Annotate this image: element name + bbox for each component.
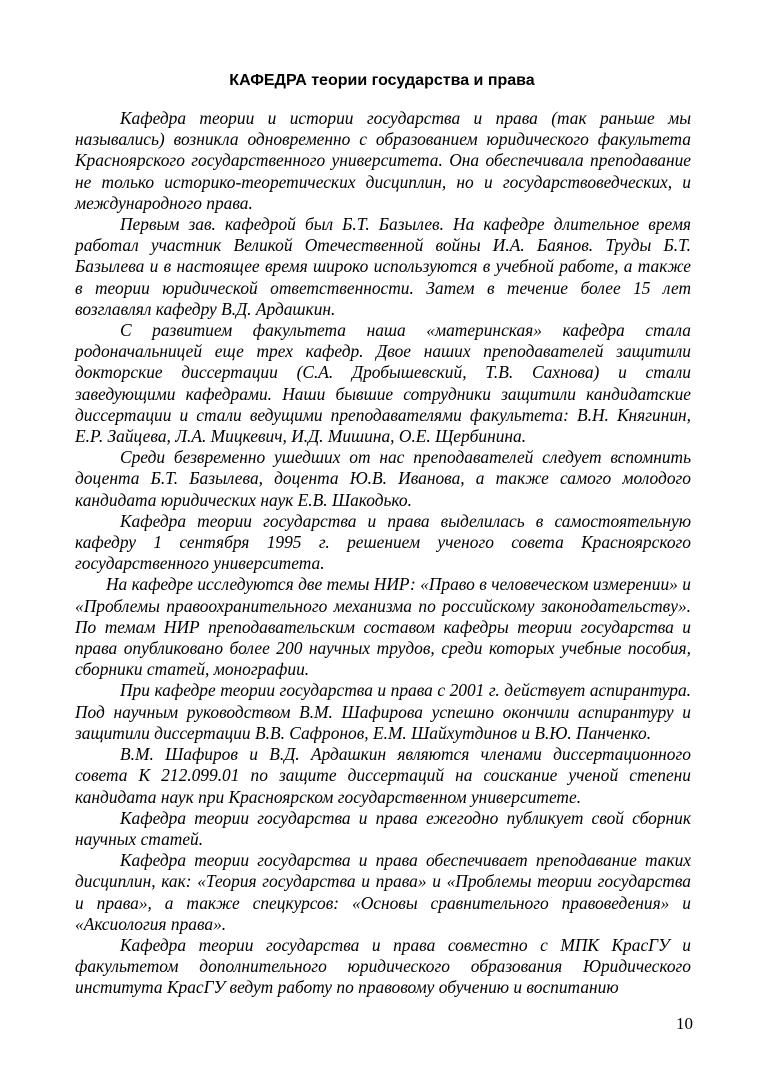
body-text bbox=[75, 108, 691, 999]
paragraph: Кафедра теории государства и права выделилась в самостоятельную кафедру 1 сентября 1995 г. решением ученого совета Красноярского государственного университета. bbox=[75, 510, 691, 574]
paragraph: Среди безвременно ушедших от нас преподавателей следует вспомнить доцента Б.Т. Базылева, доцента Ю.В. Иванова, а также самого молодого кандидата юридических наук Е.В. Шакодько. bbox=[75, 447, 691, 510]
page-number: 10 bbox=[676, 1014, 693, 1033]
paragraph: При кафедре теории государства и права с 2001 г. действует аспирантура. Под научным руководством В.М. Шафирова успешно окончили аспирантуру и защитили диссертации В.В. Сафронов, Е.М. Шайхутдинов и В.Ю. Панченко. bbox=[75, 680, 691, 743]
paragraph: Первым зав. кафедрой был Б.Т. Базылев. На кафедре длительное время работал участник Великой Отечественной войны И.А. Баянов. Труды Б.Т. Базылева и в настоящее время широко используются в учебной работе, а также в теории юридической ответственности. Затем в течение более 15 лет возглавлял кафедру В.Д. Ардашкин. bbox=[75, 214, 691, 319]
paragraph: На кафедре исследуются две темы НИР: «Право в человеческом измерении» и «Проблемы правоохранительного механизма по российскому законодательству». По темам НИР преподавательским составом кафедры теории государства и права опубликовано более 200 научных трудов, среди которых учебные пособия, сборники статей, монографии. bbox=[75, 574, 691, 680]
paragraph: С развитием факультета наша «материнская» кафедра стала родоначальницей еще трех кафедр. Двое наших преподавателей защитили докторские диссертации (С.А. Дробышевский, Т.В. Сахнова) и стали заведующими кафедрами. Наши бывшие сотрудники защитили кандидатские диссертации и стали ведущими преподавателями факультета: В.Н. Княгинин, Е.Р. Зайцева, Л.А. Мицкевич, И.Д. Мишина, О.Е. Щербинина. bbox=[75, 320, 691, 447]
page-heading: КАФЕДРА теории государства и права bbox=[229, 72, 535, 89]
paragraph: Кафедра теории и истории государства и права (так раньше мы назывались) возникла одновременно с образованием юридического факультета Красноярского государственного университета. Она обеспечивала преподавание не только историко-теоретических дисциплин, но и государствоведческих, и международного права. bbox=[75, 108, 691, 213]
paragraph: Кафедра теории государства и права ежегодно публикует свой сборник научных статей. bbox=[75, 807, 691, 849]
paragraph: В.М. Шафиров и В.Д. Ардашкин являются членами диссертационного совета К 212.099.01 по защите диссертаций на соискание ученой степени кандидата наук при Красноярском государственном университете. bbox=[75, 744, 691, 807]
paragraph: Кафедра теории государства и права совместно с МПК КрасГУ и факультетом дополнительного юридического образования Юридического института КрасГУ ведут работу по правовому обучению и воспитанию bbox=[75, 934, 691, 998]
paragraph: Кафедра теории государства и права обеспечивает преподавание таких дисциплин, как: «Теория государства и права» и «Проблемы теории государства и права», а также спецкурсов: «Основы сравнительного правоведения» и «Аксиология права». bbox=[75, 850, 691, 934]
